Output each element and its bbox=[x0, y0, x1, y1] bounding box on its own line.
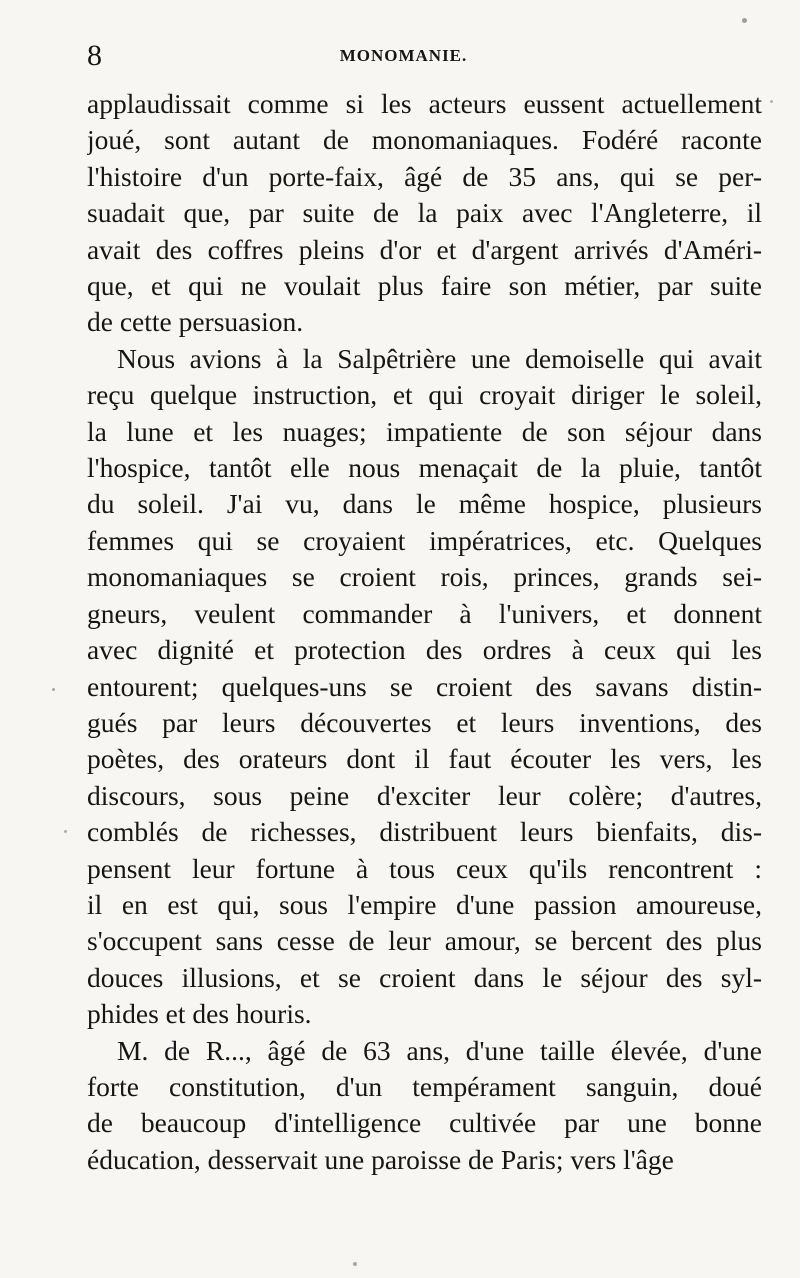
running-head bbox=[87, 36, 750, 76]
text-line: il en est qui, sous l'empire d'une passion amoureuse, bbox=[87, 888, 762, 920]
text-line: l'hospice, tantôt elle nous menaçait de la pluie, tantôt bbox=[87, 452, 762, 484]
text-line: gués par leurs découvertes et leurs inventions, des bbox=[87, 706, 762, 738]
text-line: pensent leur fortune à tous ceux qu'ils rencontrent : bbox=[87, 852, 762, 884]
text-line: Nous avions à la Salpêtrière une demoiselle qui avait bbox=[117, 342, 762, 374]
text-line: gneurs, veulent commander à l'univers, et donnent bbox=[87, 597, 762, 629]
text-line: reçu quelque instruction, et qui croyait diriger le soleil, bbox=[87, 379, 762, 411]
text-line: l'histoire d'un porte-faix, âgé de 35 ans, qui se per- bbox=[87, 160, 762, 192]
body-text bbox=[87, 86, 762, 1178]
text-line: joué, sont autant de monomaniaques. Fodéré raconte bbox=[87, 124, 762, 156]
paper-speck bbox=[353, 1262, 357, 1266]
text-line: de beaucoup d'intelligence cultivée par une bonne bbox=[87, 1107, 762, 1139]
paper-speck bbox=[64, 830, 67, 833]
paragraph bbox=[87, 1033, 762, 1179]
text-line: éducation, desservait une paroisse de Paris; vers l'âge bbox=[87, 1143, 674, 1175]
text-line: douces illusions, et se croient dans le séjour des syl- bbox=[87, 961, 762, 993]
text-line: de cette persuasion. bbox=[87, 306, 304, 338]
paragraph bbox=[87, 86, 762, 341]
text-line: monomaniaques se croient rois, princes, grands sei- bbox=[87, 561, 762, 593]
text-line: applaudissait comme si les acteurs eussent actuellement bbox=[87, 88, 762, 119]
text-line: phides et des houris. bbox=[87, 998, 312, 1030]
text-line: discours, sous peine d'exciter leur colère; d'autres, bbox=[87, 779, 762, 811]
text-line: du soleil. J'ai vu, dans le même hospice, plusieurs bbox=[87, 488, 762, 520]
text-line: la lune et les nuages; impatiente de son séjour dans bbox=[87, 415, 762, 447]
text-line: femmes qui se croyaient impératrices, etc. Quelques bbox=[87, 524, 762, 556]
text-line: poètes, des orateurs dont il faut écouter les vers, les bbox=[87, 743, 762, 775]
text-line: entourent; quelques-uns se croient des savans distin- bbox=[87, 670, 762, 702]
paper-speck bbox=[770, 100, 773, 103]
text-line: avec dignité et protection des ordres à ceux qui les bbox=[87, 634, 762, 666]
running-title: MONOMANIE. bbox=[339, 46, 468, 65]
paper-speck bbox=[52, 688, 55, 691]
text-line: avait des coffres pleins d'or et d'argent arrivés d'Améri- bbox=[87, 233, 762, 265]
text-line: suadait que, par suite de la paix avec l'Angleterre, il bbox=[87, 197, 762, 229]
text-line: M. de R..., âgé de 63 ans, d'une taille élevée, d'une bbox=[117, 1034, 762, 1066]
paragraph bbox=[87, 341, 762, 1033]
page-number: 8 bbox=[87, 39, 102, 72]
text-line: que, et qui ne voulait plus faire son métier, par suite bbox=[87, 270, 762, 302]
text-line: s'occupent sans cesse de leur amour, se bercent des plus bbox=[87, 925, 762, 957]
paper-speck bbox=[742, 18, 747, 23]
text-line: forte constitution, d'un tempérament sanguin, doué bbox=[87, 1070, 762, 1102]
text-line: comblés de richesses, distribuent leurs bienfaits, dis- bbox=[87, 816, 762, 848]
